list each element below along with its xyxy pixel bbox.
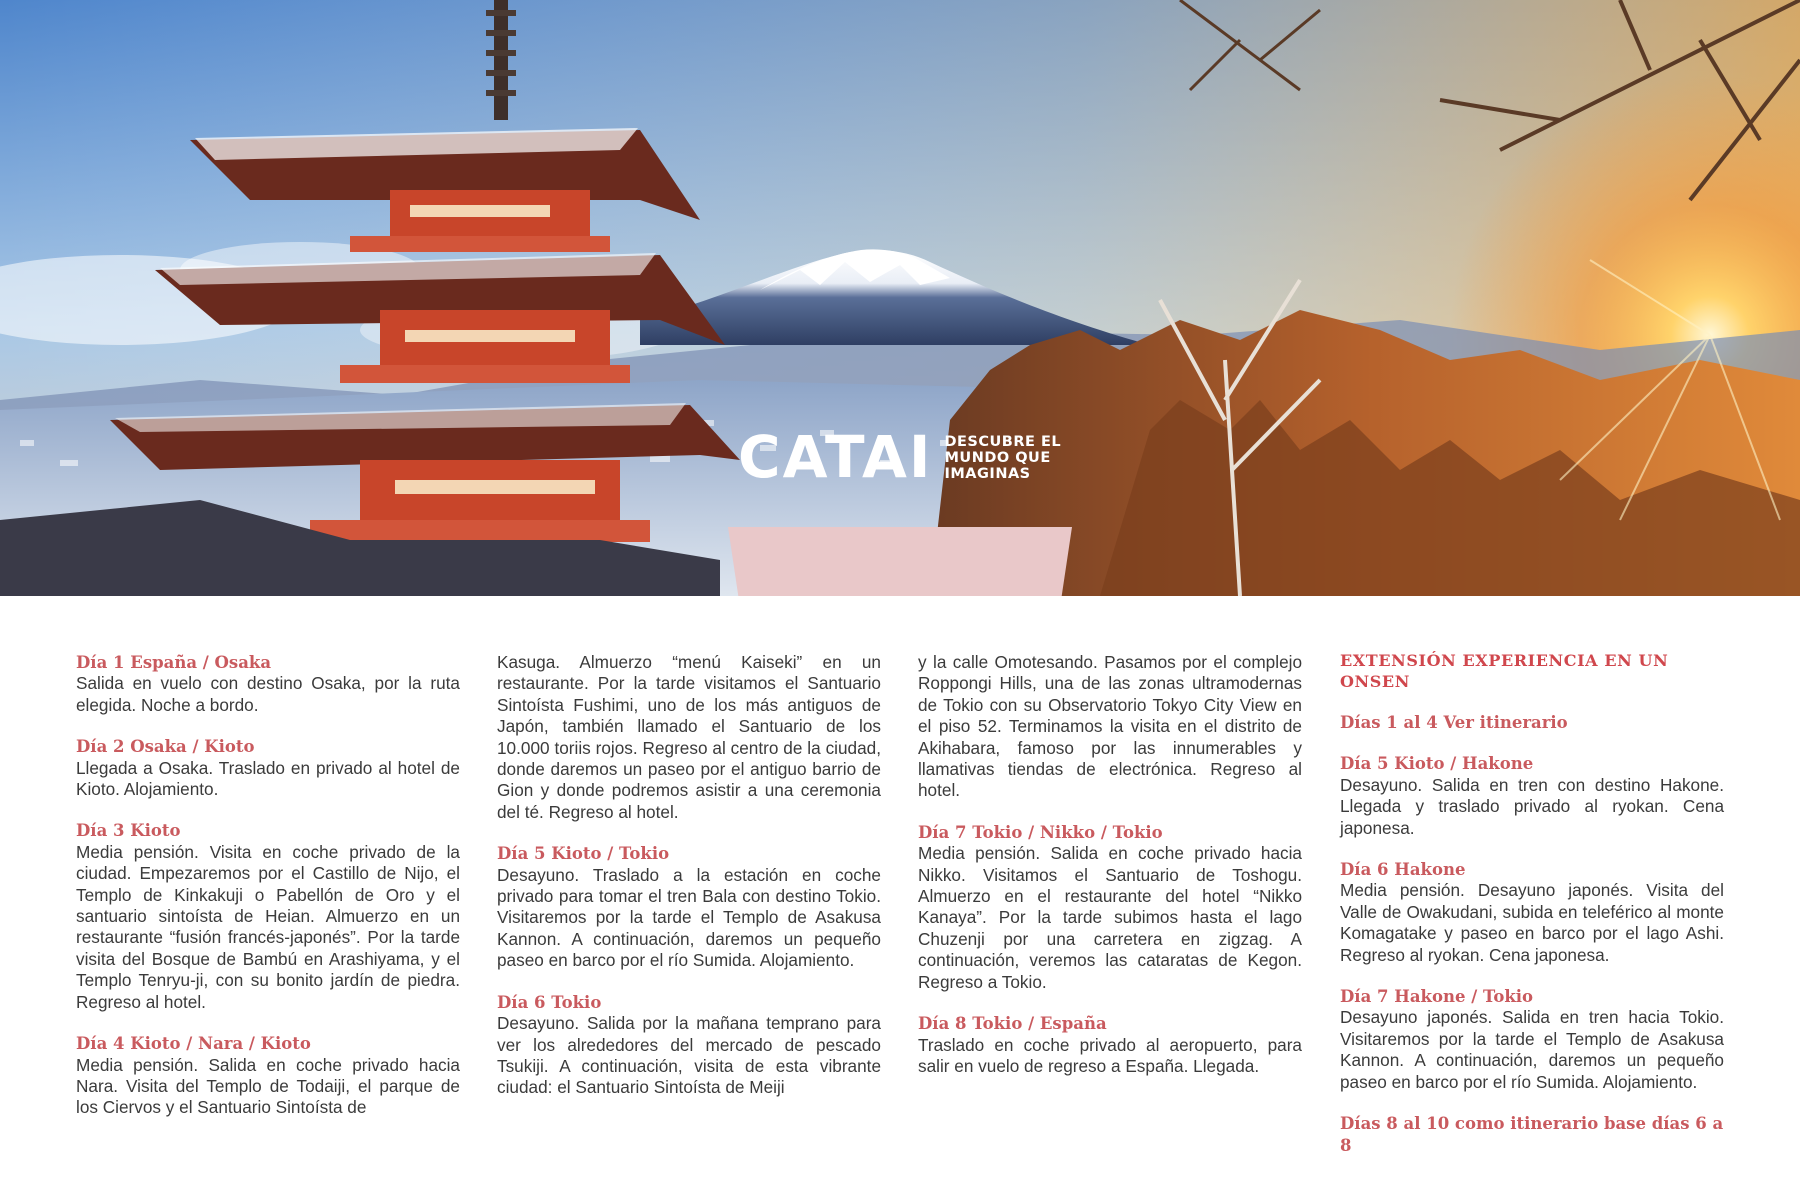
day-block	[1340, 753, 1724, 839]
day-title: Día 1 España / Osaka	[76, 653, 272, 672]
day-block	[76, 1033, 460, 1119]
brand-tagline-line-3: IMAGINAS	[944, 466, 1031, 480]
day-title: Día 2 Osaka / Kioto	[76, 737, 255, 757]
day-title: Día 7 Tokio / Nikko / Tokio	[918, 822, 1163, 842]
day-text: Media pensión. Salida en coche privado hacia Nikko. Visitamos el Santuario de Toshogu. Almuerzo en el restaurante del hotel “Nikko Kanaya”. Por la tarde subimos hasta el lago Chuzenji por una carretera en zigzag. A continuación, veremos las cataratas de Kegon. Regreso a Tokio.	[918, 843, 1302, 992]
day-text: Media pensión. Salida en coche privado hacia Nara. Visita del Templo de Todaiji, el parque de los Ciervos y el Santuario Sintoísta de	[76, 1054, 460, 1118]
decorative-tab	[728, 527, 1072, 596]
hero-image	[0, 0, 1800, 596]
day-text: Media pensión. Visita en coche privado de la ciudad. Empezaremos por el Castillo de Nijo, el Templo de Kinkakuji o Pabellón de Oro y el santuario sintoísta de Heian. Almuerzo en un restaurante “fusión francés-japonés”. Por la tarde visita del Bosque de Bambú en Arashiyama, y el Templo Tenryu-ji, con su bonito jardín de piedra. Regreso al hotel.	[76, 841, 460, 1012]
day-title: Día 5 Kioto / Hakone	[1340, 754, 1534, 774]
day-text: Desayuno japonés. Salida en tren hacia Tokio. Visitaremos por la tarde el Templo de Asakusa Kannon. A continuación, daremos un pequeño paseo en barco por el río Sumida. Alojamiento.	[1340, 1007, 1724, 1092]
day-block	[76, 736, 460, 800]
day-block	[1340, 986, 1724, 1093]
day-title: Día 4 Kioto / Nara / Kioto	[76, 1034, 311, 1054]
day-block	[918, 1013, 1302, 1077]
extension-note-top: Días 1 al 4 Ver itinerario	[1340, 713, 1568, 732]
day-title: Día 6 Hakone	[1340, 860, 1466, 880]
extension-column	[1340, 650, 1724, 1176]
day-title: Día 8 Tokio / España	[918, 1014, 1107, 1034]
day-text: Desayuno. Salida por la mañana temprano para ver los alrededores del mercado de pescado Tsukiji. A continuación, visita de esta vibrante ciudad: el Santuario Sintoísta de Meiji	[497, 1013, 881, 1098]
itinerary-column-1	[76, 652, 460, 1139]
day-title: Día 7 Hakone / Tokio	[1340, 987, 1534, 1007]
day-title: Día 3 Kioto	[76, 821, 181, 841]
hero-landscape-illustration	[0, 0, 1800, 596]
day-text: Kasuga. Almuerzo “menú Kaiseki” en un restaurante. Por la tarde visitamos el Santuario Sintoísta Fushimi, uno de los más antiguos de Japón, también llamado el Santuario de los 10.000 toriis rojos. Regreso al centro de la ciudad, donde daremos un paseo por el antiguo barrio de Gion y donde podremos asistir a una ceremonia del té. Regreso al hotel.	[497, 652, 881, 822]
day-block	[918, 822, 1302, 993]
itinerary-column-2	[497, 652, 881, 1119]
day-title: Día 5 Kioto / Tokio	[497, 844, 670, 864]
day-title: Día 6 Tokio	[497, 992, 602, 1012]
day-block	[497, 843, 881, 971]
brand-logo	[738, 423, 1069, 491]
itinerary-column-3	[918, 652, 1302, 1097]
day-text: Llegada a Osaka. Traslado en privado al hotel de Kioto. Alojamiento.	[76, 757, 460, 800]
day-text: Desayuno. Salida en tren con destino Hakone. Llegada y traslado privado al ryokan. Cena japonesa.	[1340, 774, 1724, 838]
day-block	[76, 652, 460, 716]
day-block	[1340, 859, 1724, 966]
day-block	[497, 652, 881, 823]
day-block	[918, 652, 1302, 802]
brand-tagline-line-1: DESCUBRE EL	[944, 434, 1062, 450]
extension-heading: EXTENSIÓN EXPERIENCIA EN UN ONSEN	[1340, 651, 1669, 691]
day-text: Desayuno. Traslado a la estación en coche privado para tomar el tren Bala con destino Tokio. Visitaremos por la tarde el Templo de Asakusa Kannon. A continuación, daremos un pequeño paseo en barco por el río Sumida. Alojamiento.	[497, 864, 881, 971]
day-block	[76, 820, 460, 1013]
day-text: Salida en vuelo con destino Osaka, por la ruta elegida. Noche a bordo.	[76, 673, 460, 715]
extension-note-bottom: Días 8 al 10 como itinerario base días 6 a 8	[1340, 1114, 1724, 1155]
brand-tagline-line-2: MUNDO QUE	[944, 450, 1051, 466]
day-text: Media pensión. Desayuno japonés. Visita del Valle de Owakudani, subida en teleférico al monte Komagatake y paseo en barco por el lago Ashi. Regreso al ryokan. Cena japonesa.	[1340, 880, 1724, 965]
day-text: y la calle Omotesando. Pasamos por el complejo Roppongi Hills, una de las zonas ultramodernas de Tokio con su Observatorio Tokyo City View en el piso 52. Terminamos la visita en el distrito de Akihabara, famoso por las innumerables y llamativas tiendas de electrónica. Regreso al hotel.	[918, 652, 1302, 801]
day-text: Traslado en coche privado al aeropuerto, para salir en vuelo de regreso a España. Llegada.	[918, 1034, 1302, 1076]
day-block	[497, 992, 881, 1099]
brand-tagline	[944, 434, 1069, 480]
brand-name: CATAI	[738, 423, 933, 491]
